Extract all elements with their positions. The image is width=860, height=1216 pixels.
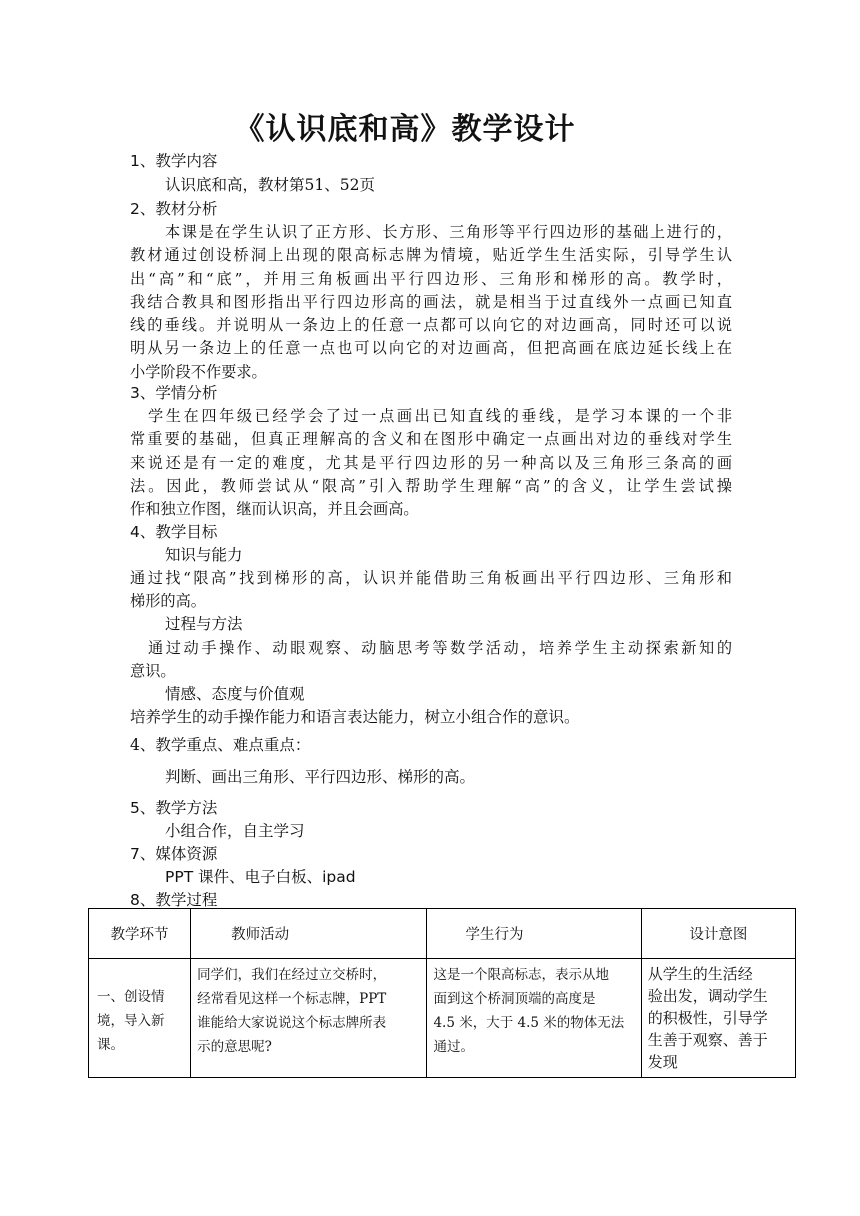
section-heading-media: 7、媒体资源 (130, 845, 218, 863)
paragraph-student-analysis (130, 405, 732, 521)
cell-line: 的积极性，引导学 (647, 1009, 768, 1027)
table-header-cell (191, 909, 427, 959)
paragraph-line: 学生在四年级已经学会了过一点画出已知直线的垂线，是学习本课的一个非 (148, 407, 732, 425)
section-heading-goals: 4、教学目标 (130, 523, 218, 541)
section-text-method: 小组合作，自主学习 (165, 822, 305, 840)
paragraph-line: 小学阶段不作要求。 (130, 362, 267, 381)
table-cell-student (427, 959, 641, 1078)
paragraph-line: 本课是在学生认识了正方形、长方形、三角形等平行四边形的基础上进行的， (165, 223, 732, 241)
section-heading-process: 8、教学过程 (130, 891, 218, 909)
cell-line: 验出发，调动学生 (647, 987, 768, 1005)
cell-line: 同学们，我们在经过立交桥时， (197, 967, 387, 983)
cell-line: 面到这个桥洞顶端的高度是 (433, 991, 596, 1007)
paragraph-line: 法。因此，教师尝试从“限高”引入帮助学生理解“高”的含义，让学生尝试操 (130, 476, 732, 495)
cell-line: 从学生的生活经 (647, 965, 753, 983)
table-header-cell (427, 909, 641, 959)
cell-line: 这是一个限高标志，表示从地 (433, 967, 609, 983)
table-cell-teacher (191, 959, 427, 1078)
cell-line: 发现 (647, 1053, 678, 1071)
header-label: 教学环节 (110, 927, 169, 943)
section-text-content: 认识底和高，教材第51、52页 (165, 176, 375, 194)
paragraph-line: 出“高”和“底”，并用三角板画出平行四边形、三角形和梯形的高。教学时， (130, 269, 732, 288)
cell-line: 一、创设情 (97, 989, 165, 1005)
goal-subheading-process: 过程与方法 (165, 615, 243, 633)
teaching-process-table (88, 908, 796, 1078)
section-heading-students: 3、学情分析 (130, 384, 218, 402)
paragraph-line: 明从另一条边上的任意一点也可以向它的对边画高，但把高画在底边延长线上在 (130, 339, 732, 358)
header-label: 设计意图 (689, 927, 748, 943)
cell-line: 经常看见这样一个标志牌，PPT (197, 991, 387, 1007)
paragraph-knowledge-goal (130, 567, 732, 614)
paragraph-line: 通过找“限高”找到梯形的高，认识并能借助三角板画出平行四边形、三角形和 (130, 569, 732, 587)
section-heading-method: 5、教学方法 (130, 799, 218, 817)
section-heading-key-points: 4、教学重点、难点重点： (130, 736, 311, 754)
cell-line: 课。 (97, 1037, 124, 1053)
goal-subheading-attitude: 情感、态度与价值观 (165, 685, 305, 703)
paragraph-line: 作和独立作图，继而认识高，并且会画高。 (130, 500, 419, 519)
document-title: 《认识底和高》教学设计 (234, 112, 576, 147)
cell-line: 通过。 (433, 1039, 474, 1055)
paragraph-line: 线的垂线。并说明从一条边上的任意一点都可以向它的对边画高，同时还可以说 (130, 316, 732, 335)
paragraph-line: 意识。 (130, 662, 176, 681)
table-cell-stage (89, 959, 191, 1078)
section-heading-material: 2、教材分析 (130, 200, 218, 218)
header-label: 教师活动 (231, 927, 290, 943)
cell-line: 谁能给大家说说这个标志牌所表 (197, 1015, 387, 1031)
table-header-row (89, 909, 796, 959)
table-header-cell (641, 909, 795, 959)
header-label: 学生行为 (465, 927, 524, 943)
section-text-attitude: 培养学生的动手操作能力和语言表达能力，树立小组合作的意识。 (130, 708, 580, 726)
cell-line: 生善于观察、善于 (647, 1031, 768, 1049)
paragraph-line: 来说还是有一定的难度，尤其是平行四边形的另一种高以及三角形三条高的画 (130, 453, 732, 472)
table-row (89, 959, 796, 1078)
table-header-cell (89, 909, 191, 959)
section-heading-content: 1、教学内容 (130, 152, 218, 170)
section-text-media: PPT 课件、电子白板、ipad (165, 868, 356, 886)
paragraph-line: 梯形的高。 (130, 592, 206, 611)
paragraph-line: 我结合教具和图形指出平行四边形高的画法，就是相当于过直线外一点画已知直 (130, 292, 732, 311)
section-text-key-points: 判断、画出三角形、平行四边形、梯形的高。 (165, 768, 476, 786)
paragraph-process-goal (130, 637, 732, 684)
paragraph-line: 通过动手操作、动眼观察、动脑思考等数学活动，培养学生主动探索新知的 (148, 639, 732, 657)
paragraph-line: 教材通过创设桥洞上出现的限高标志牌为情境，贴近学生生活实际，引导学生认 (130, 246, 732, 265)
cell-line: 境，导入新 (97, 1013, 165, 1029)
paragraph-material-analysis (130, 221, 732, 384)
table-cell-intent (641, 959, 795, 1078)
cell-line: 4.5 米，大于 4.5 米的物体无法 (433, 1015, 625, 1031)
paragraph-line: 常重要的基础，但真正理解高的含义和在图形中确定一点画出对边的垂线对学生 (130, 430, 732, 449)
cell-line: 示的意思呢? (197, 1039, 272, 1055)
goal-subheading-knowledge: 知识与能力 (165, 546, 243, 564)
